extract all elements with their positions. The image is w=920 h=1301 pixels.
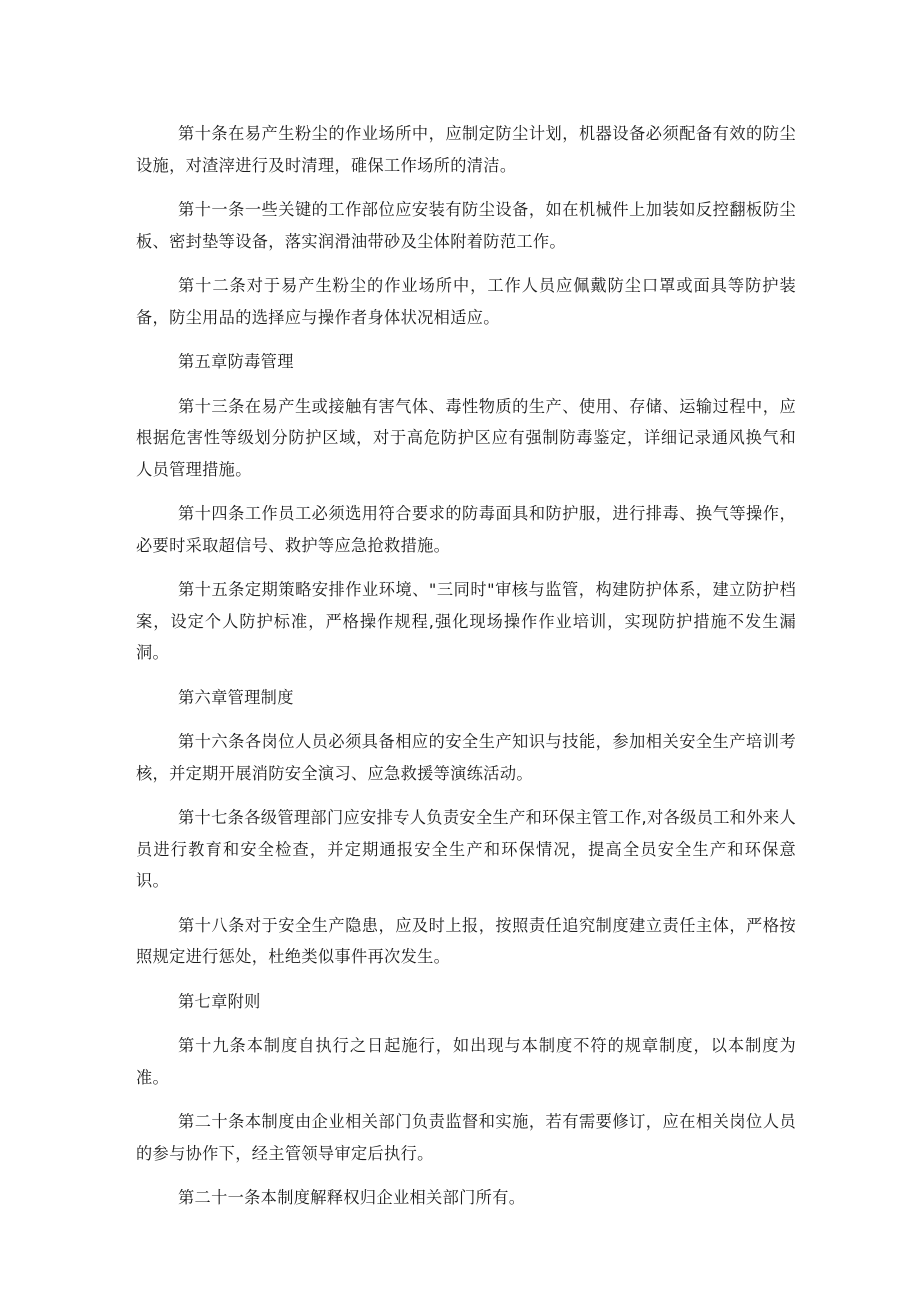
- article-11: 第十一条一些关键的工作部位应安装有防尘设备，如在机械件上加装如反控翻板防尘板、密封垫等设备，落实润滑油带砂及尘体附着防范工作。: [136, 200, 796, 251]
- article-18: 第十八条对于安全生产隐患，应及时上报，按照责任追究制度建立责任主体，严格按照规定进行惩处，杜绝类似事件再次发生。: [136, 915, 796, 966]
- chapter-7-heading: 第七章附则: [178, 991, 261, 1011]
- article-14: 第十四条工作员工必须选用符合要求的防毒面具和防护服，进行排毒、换气等操作，必要时采取超信号、救护等应急抢救措施。: [136, 504, 796, 555]
- article-15: 第十五条定期策略安排作业环境、"三同时"审核与监管，构建防护体系，建立防护档案，设定个人防护标准，严格操作规程,强化现场操作作业培训，实现防护措施不发生漏洞。: [136, 580, 796, 662]
- chapter-5-heading: 第五章防毒管理: [178, 352, 294, 371]
- article-16: 第十六条各岗位人员必须具备相应的安全生产知识与技能，参加相关安全生产培训考核，并定期开展消防安全演习、应急救援等演练活动。: [136, 732, 796, 783]
- document-page: [136, 118, 796, 1227]
- article-20: 第二十条本制度由企业相关部门负责监督和实施，若有需要修订，应在相关岗位人员的参与协作下，经主管领导审定后执行。: [136, 1112, 796, 1163]
- article-19: 第十九条本制度自执行之日起施行，如出现与本制度不符的规章制度，以本制度为准。: [136, 1036, 796, 1087]
- article-17: 第十七条各级管理部门应安排专人负责安全生产和环保主管工作,对各级员工和外来人员进行教育和安全检查，并定期通报安全生产和环保情况，提高全员安全生产和环保意识。: [136, 808, 796, 890]
- article-10: 第十条在易产生粉尘的作业场所中，应制定防尘计划，机器设备必须配备有效的防尘设施，对渣滓进行及时清理，碓保工作场所的清洁。: [136, 124, 796, 175]
- article-21: 第二十一条本制度解释权归企业相关部门所有。: [178, 1188, 526, 1207]
- article-12: 第十二条对于易产生粉尘的作业场所中，工作人员应佩戴防尘口罩或面具等防护装备，防尘用品的选择应与操作者身体状况相适应。: [136, 276, 796, 327]
- article-13: 第十三条在易产生或接触有害气体、毒性物质的生产、使用、存储、运输过程中，应根据危害性等级划分防护区域，对于高危防护区应有强制防毒鉴定，详细记录通风换气和人员管理措施。: [136, 396, 796, 479]
- chapter-6-heading: 第六章管理制度: [178, 687, 294, 707]
